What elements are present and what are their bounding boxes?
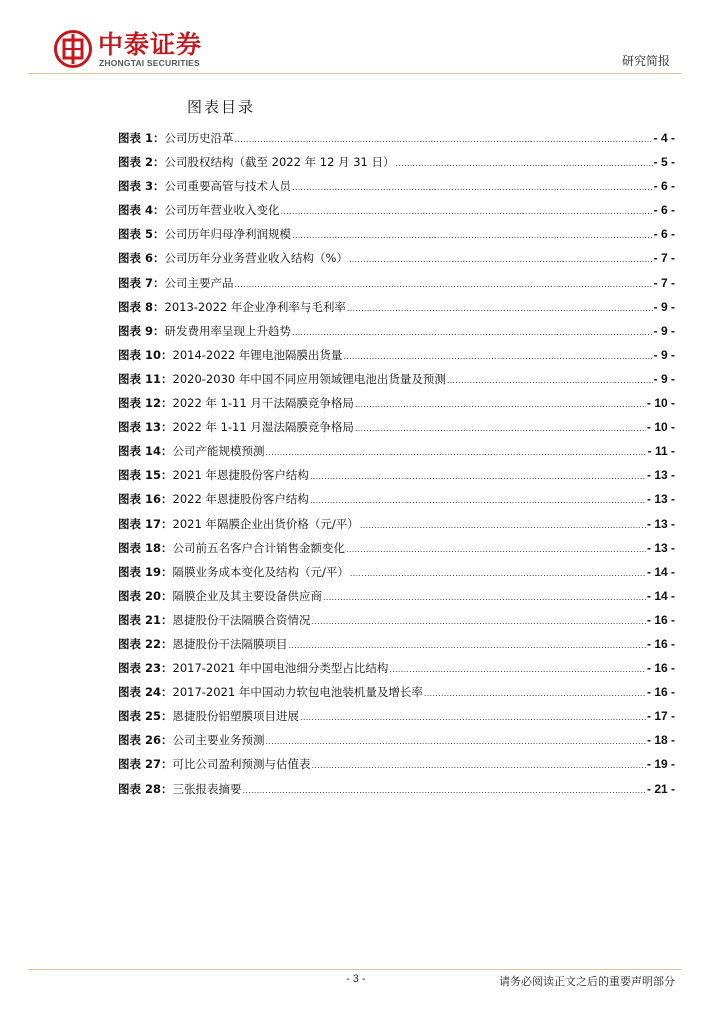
toc-entry-text: [118, 728, 265, 752]
toc-entry[interactable]: [118, 391, 675, 415]
toc-entry-text: [118, 439, 265, 463]
toc-entry[interactable]: [118, 198, 675, 222]
toc-entry-text: [118, 536, 345, 560]
toc-entry-text: [118, 150, 394, 174]
toc-entry[interactable]: [118, 343, 675, 367]
toc-entry-text: [118, 246, 348, 270]
footer-divider: [28, 969, 681, 970]
toc-leader-dots: [235, 126, 653, 152]
toc-entry-caption: 公司历年分业务营业收入结构（%）: [164, 251, 348, 266]
toc-entry-text: [118, 512, 359, 536]
toc-entry-caption: 公司历史沿革: [164, 131, 234, 145]
toc-entry-label: 图表 23：: [118, 661, 173, 676]
toc-entry-page: - 7 -: [653, 251, 675, 266]
toc-entry-text: [118, 704, 299, 728]
toc-entry-caption: 研发费用率呈现上升趋势: [164, 323, 292, 338]
toc-entry-caption: 三张报表摘要: [172, 781, 242, 796]
toc-leader-dots: [347, 295, 653, 321]
toc-leader-dots: [349, 246, 653, 272]
toc-entry-label: 图表 13：: [118, 420, 173, 435]
toc-entry-caption: 2021 年隔膜企业出货价格（元/平）: [172, 516, 359, 531]
toc-entry[interactable]: [118, 752, 675, 776]
toc-entry[interactable]: [118, 632, 675, 656]
toc-entry-text: [118, 198, 280, 222]
toc-entry-label: 图表 2：: [118, 155, 165, 170]
toc-entry-page: - 18 -: [646, 733, 675, 748]
toc-entry-label: 图表 14：: [118, 444, 173, 459]
toc-entry-text: [118, 126, 234, 150]
toc-entry-text: [118, 463, 309, 487]
toc-entry-label: 图表 17：: [118, 516, 173, 531]
toc-leader-dots: [266, 439, 647, 465]
toc-entry[interactable]: [118, 463, 675, 487]
toc-entry-page: - 16 -: [646, 661, 675, 676]
toc-entry-label: 图表 21：: [118, 612, 173, 627]
toc-leader-dots: [355, 391, 646, 417]
toc-leader-dots: [343, 343, 652, 369]
toc-entry[interactable]: [118, 246, 675, 270]
toc-entry-label: 图表 27：: [118, 757, 173, 772]
toc-entry-page: - 4 -: [653, 131, 675, 145]
toc-entry-label: 图表 8：: [118, 299, 165, 314]
logo-chinese-name: 中泰证券: [98, 30, 203, 59]
toc-entry-label: 图表 20：: [118, 588, 173, 603]
toc-entry[interactable]: [118, 777, 675, 801]
toc-leader-dots: [310, 463, 646, 489]
toc-entry-caption: 2013-2022 年企业净利率与毛利率: [164, 299, 346, 314]
toc-entry[interactable]: [118, 415, 675, 439]
toc-entry-label: 图表 11：: [118, 371, 173, 386]
toc-entry-caption: 2022 年 1-11 月干法隔膜竞争格局: [172, 396, 354, 411]
toc-entry-label: 图表 28：: [118, 781, 173, 796]
toc-leader-dots: [281, 198, 653, 224]
toc-leader-dots: [312, 752, 646, 778]
toc-entry[interactable]: [118, 319, 675, 343]
toc-leader-dots: [323, 584, 646, 610]
toc-entry-caption: 2017-2021 年中国动力软包电池装机量及增长率: [172, 685, 423, 700]
toc-entry-page: - 17 -: [646, 709, 675, 724]
toc-leader-dots: [312, 608, 646, 634]
toc-leader-dots: [310, 487, 646, 513]
toc-entry-text: [118, 487, 309, 511]
toc-entry-caption: 公司前五名客户合计销售金额变化: [172, 540, 346, 555]
toc-entry-text: [118, 319, 291, 343]
toc-leader-dots: [292, 174, 653, 200]
toc-entry-caption: 隔膜业务成本变化及结构（元/平）: [172, 564, 349, 579]
toc-entry-page: - 13 -: [646, 468, 675, 483]
toc-entry-text: [118, 632, 288, 656]
toc-leader-dots: [360, 512, 646, 538]
toc-entry[interactable]: [118, 150, 675, 174]
toc-entry-label: 图表 6：: [118, 251, 165, 266]
toc-entry[interactable]: [118, 560, 675, 584]
toc-entry[interactable]: [118, 680, 675, 704]
toc-entry[interactable]: [118, 174, 675, 198]
toc-entry-page: - 16 -: [646, 636, 675, 651]
toc-entry[interactable]: [118, 126, 675, 150]
toc-entry-text: [118, 560, 349, 584]
toc-entry-page: - 6 -: [653, 203, 675, 218]
toc-entry-label: 图表 12：: [118, 396, 173, 411]
toc-leader-dots: [266, 728, 646, 754]
toc-entry-page: - 19 -: [646, 757, 675, 772]
toc-leader-dots: [292, 222, 653, 248]
toc-entry-label: 图表 3：: [118, 179, 165, 194]
toc-entry-caption: 公司重要高管与技术人员: [164, 179, 292, 194]
toc-entry-label: 图表 22：: [118, 636, 173, 651]
toc-entry-text: [118, 752, 311, 776]
toc-entry-label: 图表 10：: [118, 347, 173, 362]
toc-entry-label: 图表 5：: [118, 227, 165, 242]
toc-entry-caption: 可比公司盈利预测与估值表: [172, 757, 311, 772]
toc-leader-dots: [235, 271, 653, 297]
toc-entry-page: - 16 -: [646, 612, 675, 627]
toc-entry-caption: 隔膜企业及其主要设备供应商: [172, 588, 323, 603]
toc-entry-caption: 公司主要产品: [164, 275, 234, 290]
toc-entry-caption: 2022 年恩捷股份客户结构: [172, 492, 309, 507]
toc-leader-dots: [389, 656, 646, 682]
toc-leader-dots: [243, 777, 646, 803]
zhongtai-logo-icon: [54, 30, 92, 68]
toc-leader-dots: [424, 680, 646, 706]
page-number: - 3 -: [346, 973, 366, 985]
toc-entry-page: - 11 -: [647, 444, 675, 459]
header-divider: [28, 73, 681, 74]
toc-entry-label: 图表 1：: [118, 131, 165, 145]
toc-entry-text: [118, 271, 234, 295]
toc-entry-caption: 2021 年恩捷股份客户结构: [172, 468, 309, 483]
toc-leader-dots: [300, 704, 646, 730]
toc-entry-text: [118, 295, 346, 319]
toc-entry-label: 图表 24：: [118, 685, 173, 700]
toc-leader-dots: [395, 150, 652, 176]
toc-entry-caption: 公司主要业务预测: [172, 733, 265, 748]
toc-title: 图表目录: [187, 98, 256, 116]
toc-entry-label: 图表 7：: [118, 275, 165, 290]
toc-entry-page: - 14 -: [646, 588, 675, 603]
toc-entry-page: - 13 -: [646, 492, 675, 507]
toc-entry-text: [118, 415, 354, 439]
toc-entry-text: [118, 367, 446, 391]
toc-entry-page: - 5 -: [653, 155, 675, 170]
toc-entry-label: 图表 9：: [118, 323, 165, 338]
toc-entry[interactable]: [118, 295, 675, 319]
toc-entry[interactable]: [118, 536, 675, 560]
toc-entry-text: [118, 680, 423, 704]
toc-entry-text: [118, 584, 322, 608]
toc-entry-text: [118, 343, 342, 367]
toc-entry-page: - 10 -: [646, 420, 675, 435]
toc-entry-text: [118, 391, 354, 415]
toc-entry-page: - 14 -: [646, 564, 675, 579]
toc-entry-caption: 公司历年归母净利润规模: [164, 227, 292, 242]
toc-leader-dots: [292, 319, 653, 345]
toc-leader-dots: [355, 415, 646, 441]
logo-english-name: ZHONGTAI SECURITIES: [99, 58, 200, 68]
toc-entry[interactable]: [118, 487, 675, 511]
toc-entry-caption: 恩捷股份干法隔膜合资情况: [172, 612, 311, 627]
toc-entry-text: [118, 656, 388, 680]
toc-entry-label: 图表 18：: [118, 540, 173, 555]
toc-entry-page: - 6 -: [653, 227, 675, 242]
toc-entry-caption: 2017-2021 年中国电池细分类型占比结构: [172, 661, 389, 676]
toc-entry[interactable]: [118, 222, 675, 246]
toc-entry-page: - 9 -: [653, 323, 675, 338]
toc-entry-label: 图表 4：: [118, 203, 165, 218]
toc-list: [118, 126, 675, 801]
document-type: 研究简报: [621, 54, 670, 68]
toc-entry-label: 图表 15：: [118, 468, 173, 483]
toc-entry-label: 图表 26：: [118, 733, 173, 748]
toc-entry-page: - 10 -: [646, 396, 675, 411]
toc-entry[interactable]: [118, 439, 675, 463]
toc-leader-dots: [447, 367, 653, 393]
toc-entry-caption: 2022 年 1-11 月湿法隔膜竞争格局: [172, 420, 354, 435]
toc-entry-text: [118, 174, 291, 198]
toc-entry-text: [118, 608, 311, 632]
toc-entry-page: - 7 -: [653, 275, 675, 290]
toc-entry[interactable]: [118, 367, 675, 391]
toc-entry-page: - 16 -: [646, 685, 675, 700]
toc-entry-page: - 13 -: [646, 516, 675, 531]
toc-entry-caption: 恩捷股份铝塑膜项目进展: [172, 709, 300, 724]
toc-entry-page: - 9 -: [653, 371, 675, 386]
toc-entry[interactable]: [118, 512, 675, 536]
toc-entry-label: 图表 25：: [118, 709, 173, 724]
toc-entry-page: - 21 -: [646, 781, 675, 796]
toc-entry-page: - 13 -: [646, 540, 675, 555]
toc-entry-caption: 公司股权结构（截至 2022 年 12 月 31 日）: [164, 155, 395, 170]
toc-entry[interactable]: [118, 728, 675, 752]
toc-entry-caption: 公司产能规模预测: [172, 444, 265, 459]
toc-entry-label: 图表 19：: [118, 564, 173, 579]
toc-entry[interactable]: [118, 704, 675, 728]
toc-entry[interactable]: [118, 608, 675, 632]
toc-entry-text: [118, 777, 242, 801]
toc-entry-caption: 恩捷股份干法隔膜项目: [172, 636, 288, 651]
toc-entry-label: 图表 16：: [118, 492, 173, 507]
toc-leader-dots: [289, 632, 646, 658]
toc-entry-caption: 2020-2030 年中国不同应用领域锂电池出货量及预测: [172, 371, 446, 386]
toc-entry-page: - 9 -: [653, 299, 675, 314]
toc-entry-caption: 公司历年营业收入变化: [164, 203, 280, 218]
toc-entry-caption: 2014-2022 年锂电池隔膜出货量: [172, 347, 343, 362]
toc-entry-page: - 9 -: [653, 347, 675, 362]
toc-leader-dots: [346, 536, 646, 562]
toc-entry-text: [118, 222, 291, 246]
toc-entry[interactable]: [118, 584, 675, 608]
toc-leader-dots: [350, 560, 646, 586]
toc-entry-page: - 6 -: [653, 179, 675, 194]
toc-entry[interactable]: [118, 271, 675, 295]
toc-entry[interactable]: [118, 656, 675, 680]
footer-disclaimer: 请务必阅读正文之后的重要声明部分: [499, 975, 675, 988]
page-header: [0, 0, 724, 80]
